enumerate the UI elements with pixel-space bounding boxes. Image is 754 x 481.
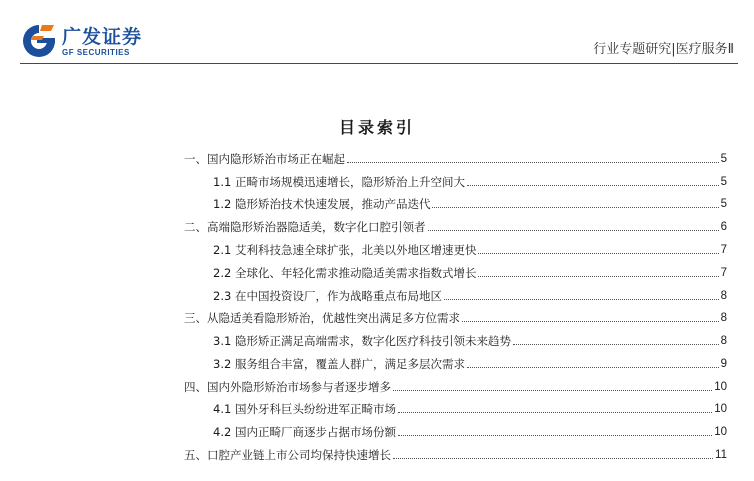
toc-entry-text: 4.1 国外牙科巨头纷纷进军正畸市场 bbox=[213, 402, 396, 416]
toc-entry-text: 2.1 艾利科技急速全球扩张，北美以外地区增速更快 bbox=[213, 243, 477, 257]
gf-securities-logo bbox=[20, 22, 160, 62]
toc-entry[interactable] bbox=[213, 193, 727, 211]
toc-entry-page: 10 bbox=[714, 403, 727, 415]
toc-leader-dots bbox=[462, 321, 719, 322]
header-divider bbox=[20, 63, 738, 64]
toc-entry-page: 11 bbox=[715, 449, 727, 461]
toc-leader-dots bbox=[393, 458, 713, 459]
toc-entry-text: 3.1 隐形矫正满足高端需求，数字化医疗科技引领未来趋势 bbox=[213, 334, 511, 348]
toc-leader-dots bbox=[432, 207, 718, 208]
toc-entry[interactable] bbox=[213, 398, 727, 416]
toc-entry-page: 8 bbox=[720, 290, 727, 302]
toc-leader-dots bbox=[513, 344, 719, 345]
toc-entry-text: 3.2 服务组合丰富，覆盖人群广，满足多层次需求 bbox=[213, 357, 465, 371]
toc-entry[interactable] bbox=[184, 216, 727, 234]
toc-entry-text: 四、国内外隐形矫治市场参与者逐步增多 bbox=[184, 380, 391, 394]
gf-logo-icon bbox=[20, 22, 58, 60]
toc-title: 目录索引 bbox=[338, 118, 415, 137]
toc-leader-dots bbox=[428, 230, 719, 231]
toc-entry-page: 5 bbox=[720, 153, 727, 165]
toc-entry-text: 二、高端隐形矫治器隐适美，数字化口腔引领者 bbox=[184, 220, 426, 234]
toc-entry-page: 6 bbox=[720, 221, 727, 233]
toc-entry-text: 4.2 国内正畸厂商逐步占据市场份额 bbox=[213, 425, 396, 439]
toc-entry-page: 9 bbox=[720, 358, 727, 370]
toc-entry-text: 1.1 正畸市场规模迅速增长，隐形矫治上升空间大 bbox=[213, 175, 465, 189]
toc-entry[interactable] bbox=[213, 421, 727, 439]
toc-entry[interactable] bbox=[213, 239, 727, 257]
report-type-label: 行业专题研究|医疗服务Ⅱ bbox=[593, 42, 734, 57]
page-header bbox=[0, 0, 754, 66]
toc-entry[interactable] bbox=[184, 148, 727, 166]
toc-leader-dots bbox=[467, 185, 719, 186]
toc-entry-page: 7 bbox=[720, 244, 727, 256]
toc-entry-page: 10 bbox=[714, 381, 727, 393]
toc-leader-dots bbox=[478, 253, 718, 254]
toc-entry[interactable] bbox=[213, 262, 727, 280]
toc-entry[interactable] bbox=[213, 171, 727, 189]
toc-leader-dots bbox=[347, 162, 719, 163]
toc-leader-dots bbox=[398, 435, 712, 436]
toc-entry-page: 10 bbox=[714, 426, 727, 438]
toc-entry-text: 2.3 在中国投资设厂，作为战略重点布局地区 bbox=[213, 289, 442, 303]
toc-entry[interactable] bbox=[184, 307, 727, 325]
toc-entry[interactable] bbox=[213, 353, 727, 371]
toc-entry-page: 8 bbox=[720, 312, 727, 324]
toc-entry[interactable] bbox=[213, 285, 727, 303]
toc-entry-page: 5 bbox=[720, 198, 727, 210]
toc-entry[interactable] bbox=[184, 376, 727, 394]
toc-entry-text: 1.2 隐形矫治技术快速发展，推动产品迭代 bbox=[213, 197, 431, 211]
toc-leader-dots bbox=[478, 276, 718, 277]
toc-entry-text: 五、口腔产业链上市公司均保持快速增长 bbox=[184, 448, 391, 462]
toc-entry-text: 一、国内隐形矫治市场正在崛起 bbox=[184, 152, 345, 166]
toc-entry-text: 三、从隐适美看隐形矫治，优越性突出满足多方位需求 bbox=[184, 311, 460, 325]
toc-entry[interactable] bbox=[184, 444, 727, 462]
toc-entry-text: 2.2 全球化、年轻化需求推动隐适美需求指数式增长 bbox=[213, 266, 477, 280]
toc-entry-page: 7 bbox=[720, 267, 727, 279]
toc-leader-dots bbox=[398, 412, 712, 413]
logo-chinese-name: 广发证券 bbox=[62, 26, 143, 48]
toc-leader-dots bbox=[467, 367, 719, 368]
toc-entry-page: 8 bbox=[720, 335, 727, 347]
toc-entry[interactable] bbox=[213, 330, 727, 348]
toc-leader-dots bbox=[444, 299, 719, 300]
toc-leader-dots bbox=[393, 390, 712, 391]
logo-english-name: GF SECURITIES bbox=[62, 48, 130, 57]
toc-entry-page: 5 bbox=[720, 176, 727, 188]
